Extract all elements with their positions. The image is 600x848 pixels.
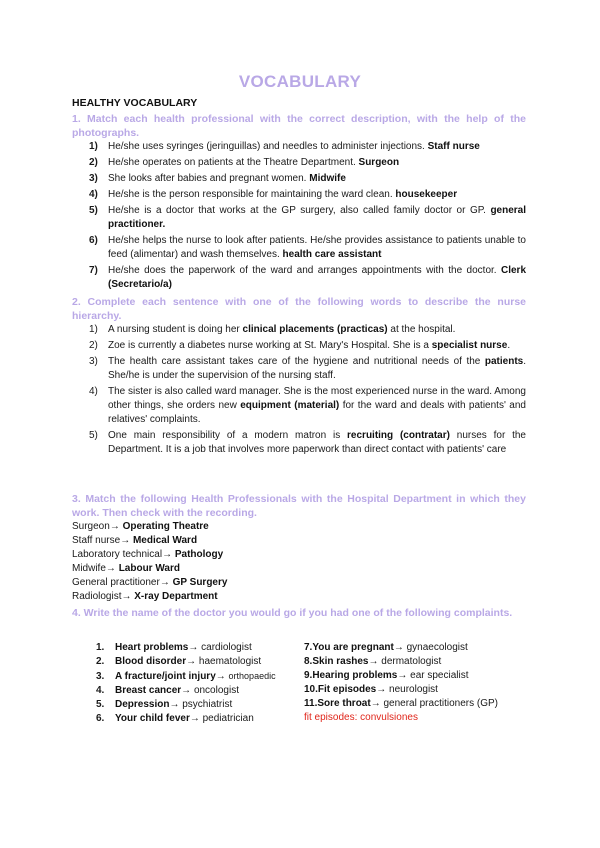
list-item: 8.Skin rashes→ dermatologist xyxy=(304,656,442,667)
list-item: 3. A fracture/joint injury→ orthopaedic xyxy=(96,671,276,682)
page-title: VOCABULARY xyxy=(238,72,362,91)
list-item: 4) He/she is the person responsible for maintaining the ward clean. housekeeper xyxy=(89,189,458,200)
list-item: 2) Zoe is currently a diabetes nurse working at St. Mary's Hospital. She is a specialist nurse. xyxy=(89,340,511,351)
q1-heading: 1. Match each health professional with the correct description, with the help of the photographs. xyxy=(72,113,526,139)
list-item: Surgeon→ Operating Theatre xyxy=(72,521,209,532)
q4-right-column xyxy=(304,641,498,725)
q3-heading: 3. Match the following Health Professionals with the Hospital Department in which they work. Then check with the recording. xyxy=(72,493,526,519)
list-item: 7) He/she does the paperwork of the ward and arranges appointments with the doctor. Clerk (Secretario/a) xyxy=(89,265,526,290)
list-item: 6. Your child fever→ pediatrician xyxy=(96,713,254,724)
list-item: 5. Depression→ psychiatrist xyxy=(96,699,233,710)
q1-list xyxy=(72,140,526,294)
section-subheading: HEALTHY VOCABULARY xyxy=(72,97,198,109)
list-item: 3) She looks after babies and pregnant women. Midwife xyxy=(89,173,346,184)
list-item: 2. Blood disorder→ haematologist xyxy=(96,656,262,667)
list-item: 1) A nursing student is doing her clinical placements (practicas) at the hospital. xyxy=(89,324,456,335)
q3-pairs xyxy=(72,520,227,604)
list-item: 4) The sister is also called ward manager. She is the most experienced nurse in the ward. Among other things, she orders new equipment (material) for the ward and deals with patients' and relatives' complaints. xyxy=(89,386,526,425)
list-item: Laboratory technical→ Pathology xyxy=(72,549,224,560)
list-item: 9.Hearing problems→ ear specialist xyxy=(304,670,469,681)
list-item: 10.Fit episodes→ neurologist xyxy=(304,684,438,695)
list-item: Radiologist→ X-ray Department xyxy=(72,591,218,602)
list-item: 2) He/she operates on patients at the Theatre Department. Surgeon xyxy=(89,157,400,168)
list-item: 7.You are pregnant→ gynaecologist xyxy=(304,642,468,653)
list-item: Midwife→ Labour Ward xyxy=(72,563,180,574)
list-item: 4. Breast cancer→ oncologist xyxy=(96,685,239,696)
list-item: 11.Sore throat→ general practitioners (GP) xyxy=(304,698,498,709)
list-item: 1. Heart problems→ cardiologist xyxy=(96,642,252,653)
q2-heading: 2. Complete each sentence with one of the following words to describe the nurse hierarchy. xyxy=(72,296,526,322)
list-item: 5) One main responsibility of a modern matron is recruiting (contratar) nurses for the Department. It is a job that involves more paperwork than direct contact with patients' care xyxy=(89,430,526,455)
list-item: 1) He/she uses syringes (jeringuillas) and needles to administer injections. Staff nurse xyxy=(89,141,480,152)
q4-heading: 4. Write the name of the doctor you would go if you had one of the following complaints. xyxy=(72,607,513,619)
q2-list xyxy=(72,323,526,459)
note-text: fit episodes: convulsiones xyxy=(304,712,418,723)
q4-left-column xyxy=(96,641,276,726)
list-item: 6) He/she helps the nurse to look after patients. He/she provides assistance to patients unable to feed (alimentar) and wash themselves. health care assistant xyxy=(89,235,526,260)
list-item: General practitioner→ GP Surgery xyxy=(72,577,228,588)
list-item: Staff nurse→ Medical Ward xyxy=(72,535,198,546)
list-item: 3) The health care assistant takes care of the hygiene and nutritional needs of the patients. She/he is under the supervision of the nursing staff. xyxy=(89,356,526,381)
list-item: 5) He/she is a doctor that works at the GP surgery, also called family doctor or GP. general practitioner. xyxy=(89,205,527,230)
